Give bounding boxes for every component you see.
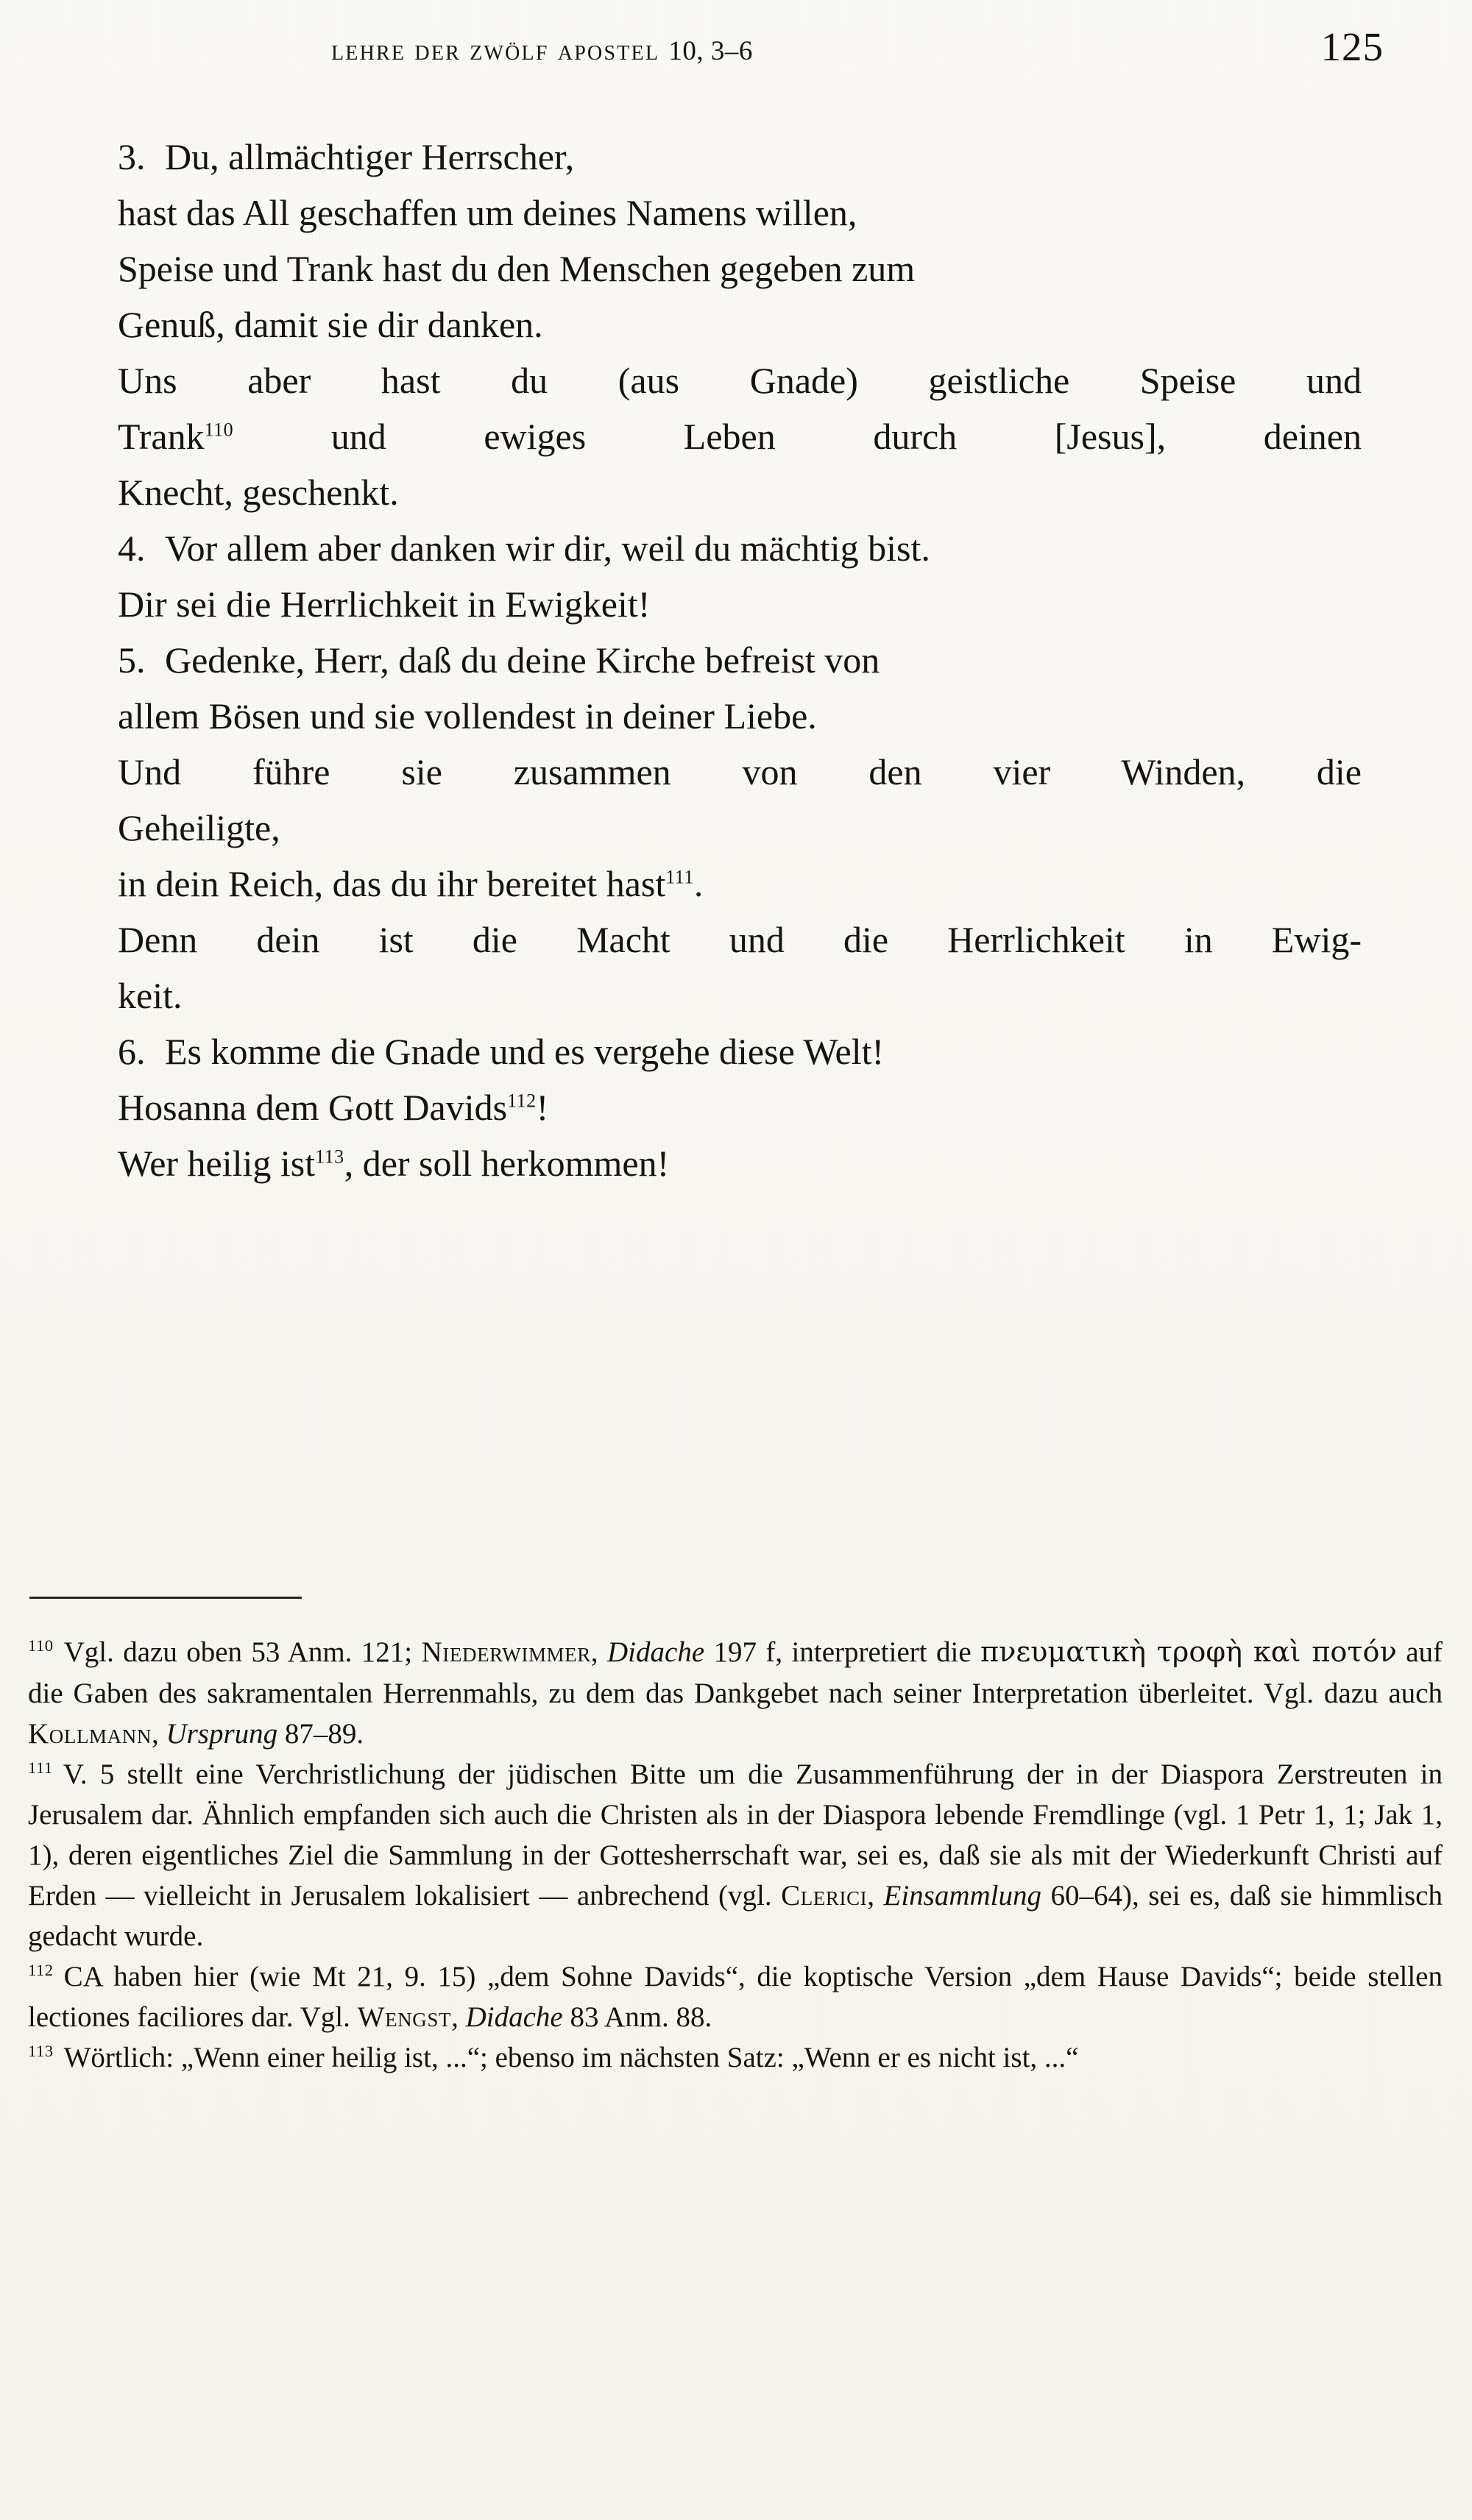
author-name: Niederwimmer (421, 1636, 591, 1668)
body-line-text: Vor allem aber danken wir dir, weil du mächtig bist. (165, 528, 930, 569)
footnote-text: , (151, 1718, 166, 1750)
body-line (118, 185, 1362, 241)
footnote-list (28, 1632, 1443, 2078)
body-line-text: Denn dein ist die Macht und die Herrlichkeit in Ewig- (118, 919, 1362, 960)
body-line-text: Genuß, damit sie dir danken. (118, 304, 543, 345)
author-name: Clerici (781, 1880, 868, 1912)
running-head (110, 24, 1384, 79)
body-line-text: Und führe sie zusammen von den vier Winden, die (118, 751, 1362, 792)
work-title: Einsammlung (883, 1880, 1042, 1912)
body-line-text-tail: , der soll herkommen! (344, 1143, 670, 1184)
footnote-marker[interactable]: 111 (28, 1758, 53, 1777)
running-title (331, 32, 753, 67)
body-line-text: Du, allmächtiger Herrscher, (165, 136, 575, 177)
body-line (118, 576, 1362, 632)
body-line (118, 688, 1362, 744)
body-line (118, 464, 1362, 520)
footnote-reference[interactable]: 112 (507, 1090, 537, 1112)
body-line-text: Knecht, geschenkt. (118, 472, 399, 513)
body-line-text-tail: ! (536, 1087, 549, 1128)
body-line-text: Trank (118, 416, 205, 457)
body-line (118, 632, 1362, 688)
body-line (118, 856, 1362, 912)
body-line-text: keit. (118, 975, 183, 1016)
running-title-text: lehre der zwölf apostel (331, 33, 660, 66)
footnote-text: 87–89. (277, 1718, 364, 1750)
body-line-text: Speise und Trank hast du den Menschen gegeben zum (118, 248, 916, 289)
body-line (118, 129, 1362, 185)
body-line-text-tail: und ewiges Leben durch [Jesus], deinen (233, 416, 1362, 457)
body-line (118, 408, 1362, 464)
footnote-text: , (451, 2001, 466, 2033)
footnote-text: 83 Anm. 88. (562, 2001, 712, 2033)
work-title: Didache (465, 2001, 563, 2033)
body-line-text-tail: . (693, 863, 704, 904)
body-line-text: Hosanna dem Gott Davids (118, 1087, 508, 1128)
footnote (28, 1956, 1443, 2037)
body-line (118, 968, 1362, 1023)
footnote-marker[interactable]: 112 (28, 1961, 54, 1979)
footnote-reference[interactable]: 113 (315, 1146, 344, 1168)
body-line-text: Es komme die Gnade und es vergehe diese Welt! (165, 1031, 885, 1072)
footnote-reference[interactable]: 111 (665, 866, 694, 888)
footnote-text: 60–64), sei es, daß sie himmlisch gedacht wurde. (28, 1880, 1443, 1952)
running-reference: 10, 3–6 (668, 36, 753, 66)
footnote (28, 1632, 1443, 1754)
footnote (28, 2037, 1443, 2078)
body-line-text: hast das All geschaffen um deines Namens willen, (118, 192, 857, 233)
footnote-text: 197 f, interpretiert die (704, 1636, 981, 1668)
body-line (118, 744, 1362, 800)
author-name: Kollmann (28, 1718, 152, 1750)
body-line (118, 241, 1362, 297)
body-line (118, 297, 1362, 352)
body-line-text: Dir sei die Herrlichkeit in Ewigkeit! (118, 583, 651, 625)
greek-phrase: πνευματικὴ τροφὴ καὶ ποτόν (980, 1636, 1397, 1669)
work-title: Ursprung (166, 1718, 278, 1750)
body-line-text: Gedenke, Herr, daß du deine Kirche befreist von (165, 639, 880, 681)
author-name: Wengst (357, 2001, 452, 2033)
footnote-text: , (590, 1636, 608, 1668)
footnote-text: , (867, 1880, 884, 1912)
body-text (118, 129, 1362, 1191)
footnote-marker[interactable]: 110 (28, 1636, 54, 1655)
footnote (28, 1754, 1443, 1956)
verse-number: 5. (118, 639, 155, 681)
body-line-text: allem Bösen und sie vollendest in deiner Liebe. (118, 695, 817, 737)
work-title: Didache (607, 1636, 705, 1668)
body-line (118, 1135, 1362, 1191)
footnote-text: Vgl. dazu oben 53 Anm. 121; (63, 1636, 422, 1668)
footnote-text: auf die Gaben des sakramentalen Herrenmahls, zu dem das Dankgebet nach seiner Interpretation überleitet. Vgl. dazu auch (28, 1636, 1443, 1709)
body-line-text: Wer heilig ist (118, 1143, 316, 1184)
body-line (118, 352, 1362, 408)
verse-number: 3. (118, 136, 155, 177)
body-line-text: in dein Reich, das du ihr bereitet hast (118, 863, 666, 904)
footnote-reference[interactable]: 110 (204, 419, 234, 441)
footnote-text: CA haben hier (wie Mt 21, 9. 15) „dem Sohne Davids“, die koptische Version „dem Hause Davids“; beide stellen lectiones faciliores dar. Vgl. (28, 1961, 1443, 2033)
page-number: 125 (1320, 24, 1384, 69)
body-line (118, 912, 1362, 968)
verse-number: 4. (118, 528, 155, 569)
body-line (118, 1023, 1362, 1079)
body-line (118, 800, 1362, 856)
verse-number: 6. (118, 1031, 155, 1072)
footnote-marker[interactable]: 113 (28, 2042, 54, 2060)
footnote-text: V. 5 stellt eine Verchristlichung der jüdischen Bitte um die Zusammenführung der in der Diaspora Zerstreuten in Jerusalem dar. Ähnlich empfanden sich auch die Christen als in der Diaspora lebende Fremdlinge (vgl. 1 Petr 1, 1; Jak 1, 1), deren eigentliches Ziel die Sammlung in der Gottesherrschaft war, sei es, daß sie als mit der Wiederkunft Christi auf Erden — vielleicht in Jerusalem lokalisiert — anbrechend (vgl. (28, 1758, 1443, 1912)
body-line (118, 1079, 1362, 1135)
footnote-text: Wörtlich: „Wenn einer heilig ist, ...“; ebenso im nächsten Satz: „Wenn er es nicht ist, ...“ (63, 2042, 1079, 2073)
body-line-text: Uns aber hast du (aus Gnade) geistliche Speise und (118, 360, 1362, 401)
body-line (118, 520, 1362, 576)
body-line-text: Geheiligte, (118, 807, 280, 848)
footnote-separator (29, 1597, 302, 1599)
